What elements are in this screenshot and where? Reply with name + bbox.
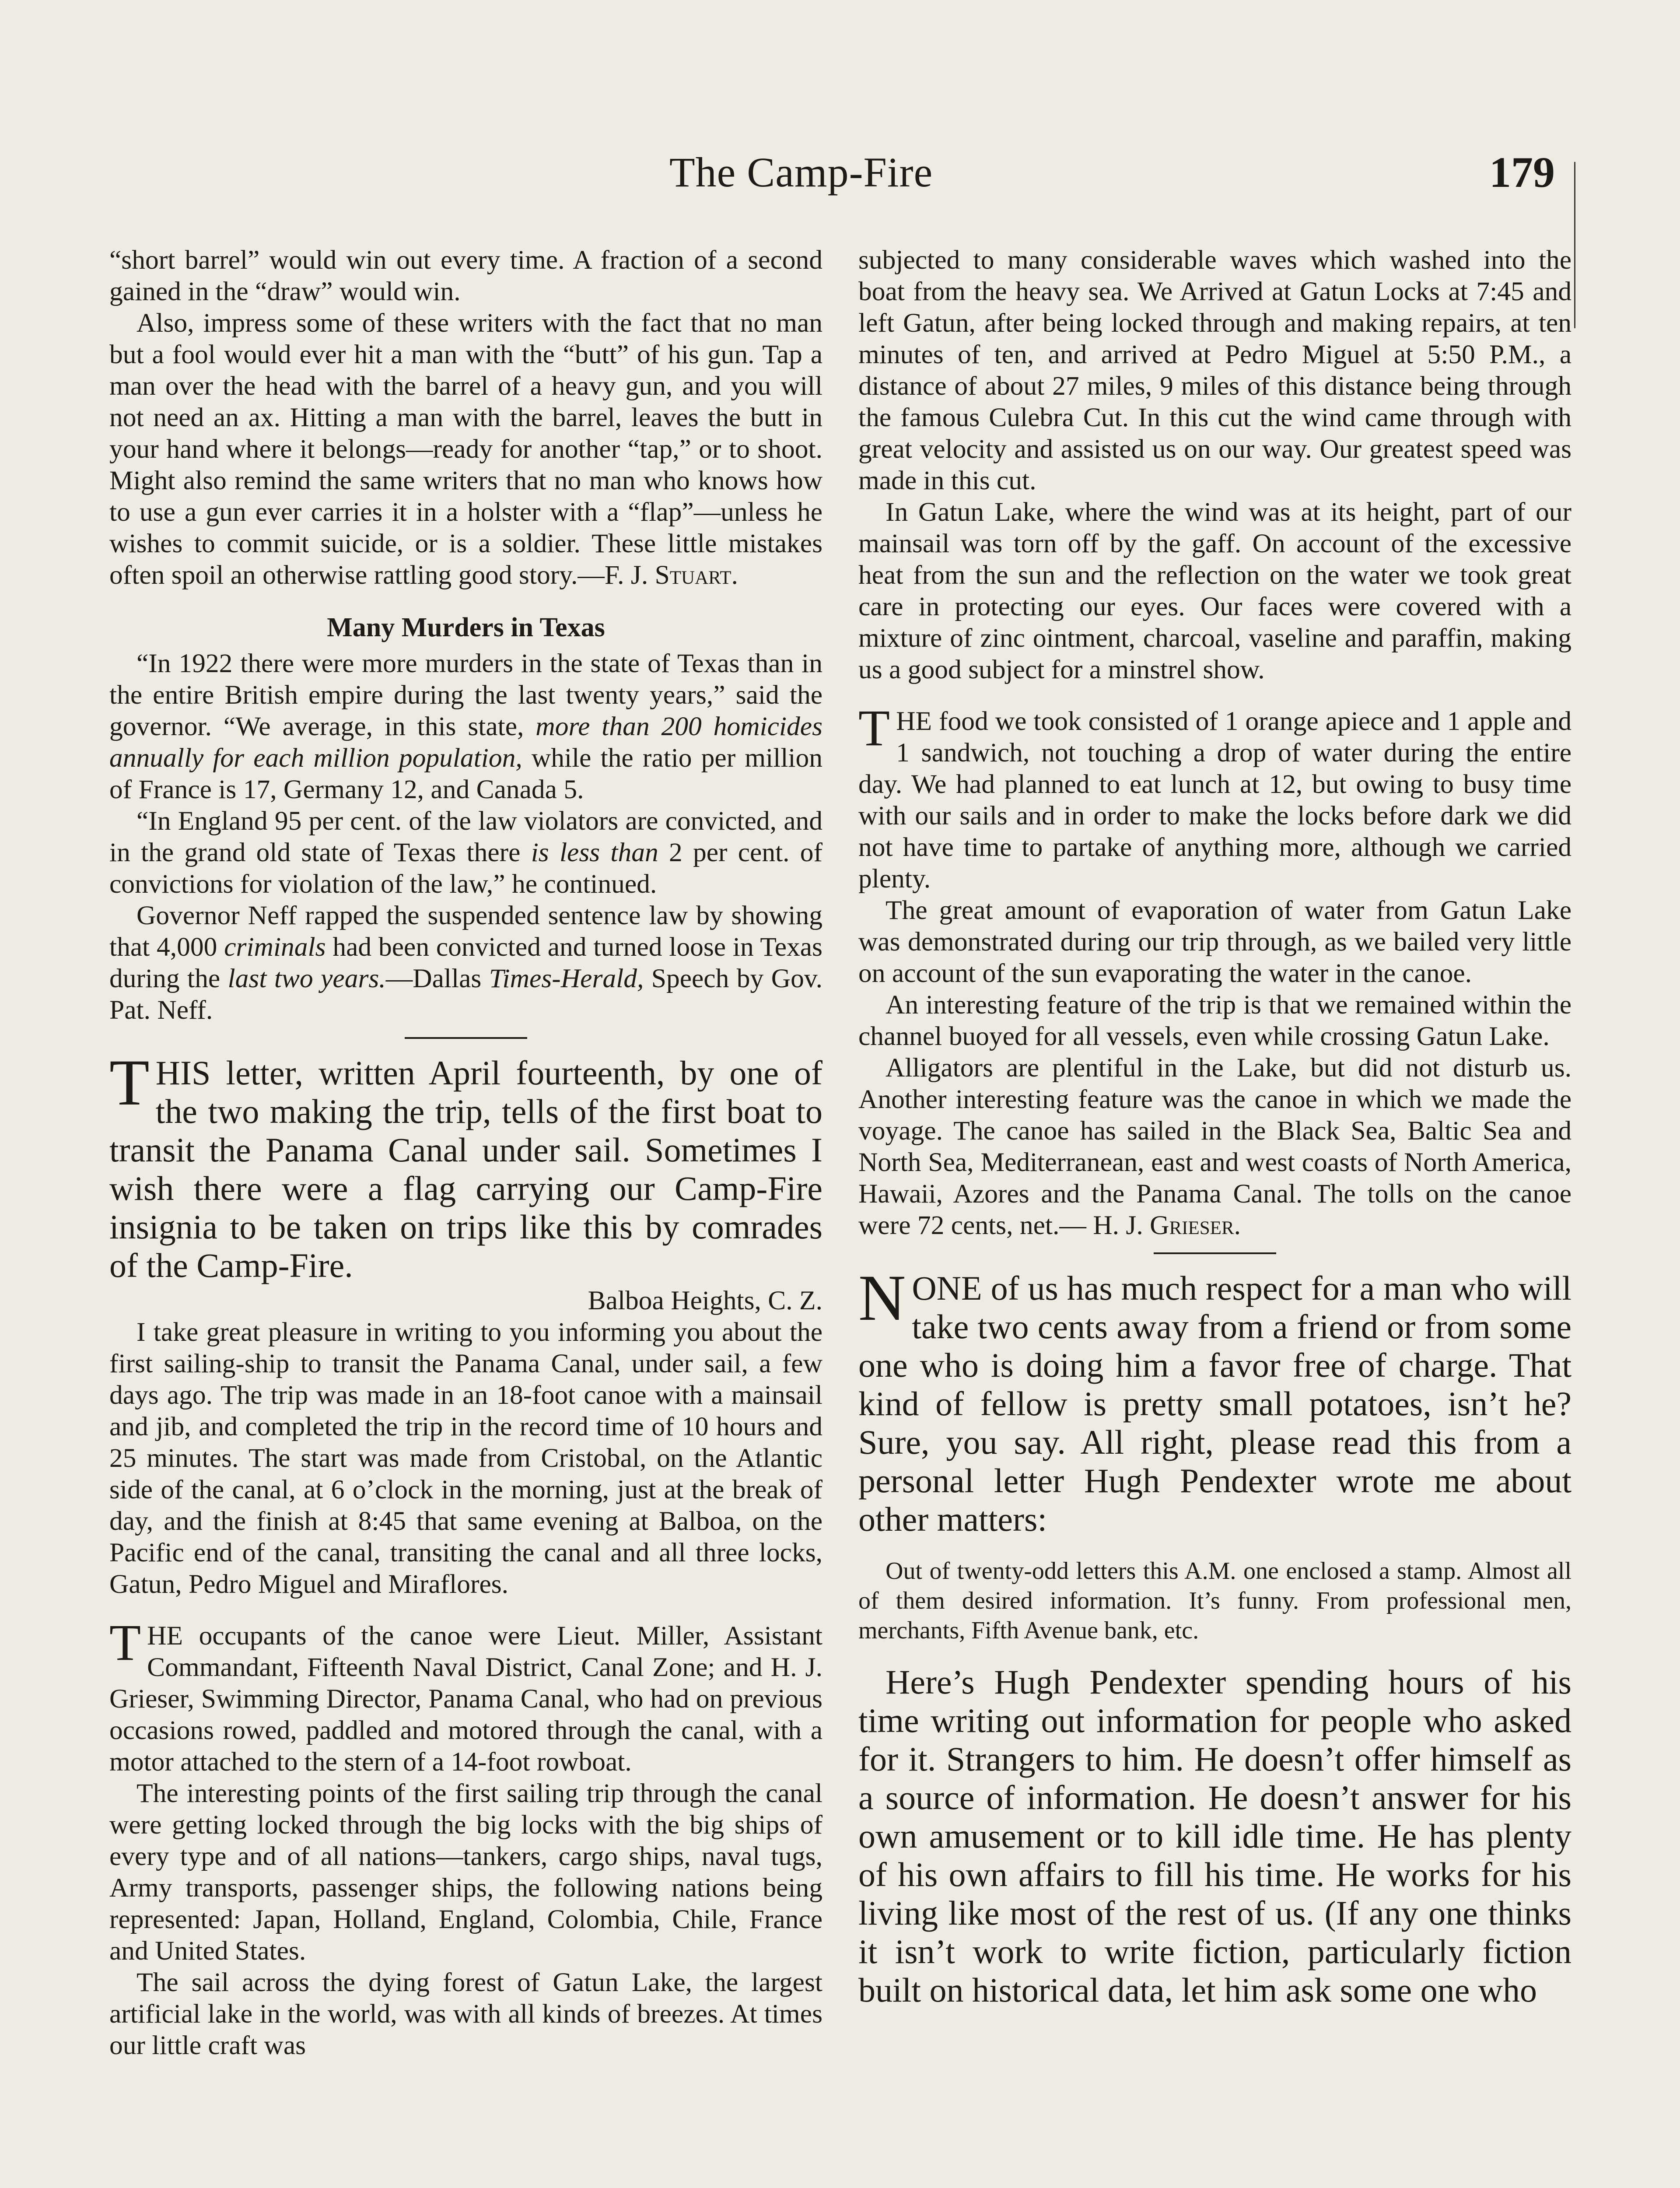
drop-cap: N (858, 1262, 906, 1334)
divider-rule (405, 1037, 527, 1039)
paragraph: THE occupants of the canoe were Lieut. Miller, Assistant Commandant, Fifteenth Naval District, Canal Zone; and H. J. Grieser, Swimming Director, Panama Canal, who had on previous occasions rowed, paddled and motored through the canal, with a motor attached to the stern of a 14-foot rowboat. (109, 1614, 822, 1777)
paragraph: The interesting points of the first sailing trip through the canal were getting locked through the big locks with the big ships of every type and of all nations—tankers, cargo ships, naval tugs, Army transports, passenger ships, the following nations being represented: Japan, Holland, England, Colombia, Chile, France and United States. (109, 1778, 822, 1966)
drop-cap: T (858, 699, 890, 757)
paragraph: An interesting feature of the trip is that we remained within the channel buoyed for all vessels, even while crossing Gatun Lake. (858, 990, 1572, 1051)
editor-commentary-continued (858, 1663, 1572, 2009)
page-edge-line (1574, 162, 1575, 328)
paragraph: “In 1922 there were more murders in the state of Texas than in the entire British empire during the last twenty years,” said the governor. “We average, in this state, more than 200 homicides annually for each million population, while the ratio per million of France is 17, Germany 12, and Canada 5. (109, 649, 822, 804)
paragraph: In Gatun Lake, where the wind was at its height, part of our mainsail was torn off by the gaff. On account of the excessive heat from the sun and the reflection on the water we took great care in protecting our eyes. Our faces were covered with a mixture of zinc ointment, charcoal, vaseline and paraffin, making us a good subject for a minstrel show. (858, 497, 1572, 684)
paragraph: The sail across the dying forest of Gatun Lake, the largest artificial lake in the world, was with all kinds of breezes. At times our little craft was (109, 1967, 822, 2060)
paragraph: “short barrel” would win out every time. A fraction of a second gained in the “draw” would win. (109, 245, 822, 306)
paragraph: subjected to many considerable waves which washed into the boat from the heavy sea. We Arrived at Gatun Locks at 7:45 and left Gatun, after being locked through and making repairs, at ten minutes of ten, and arrived at Pedro Miguel at 5:50 P.M., a distance of about 27 miles, 9 miles of this distance being through the famous Culebra Cut. In this cut the wind came through with great velocity and assisted us on our way. Our greatest speed was made in this cut. (858, 245, 1572, 495)
page-number: 179 (1489, 148, 1555, 196)
paragraph: Alligators are plentiful in the Lake, but did not disturb us. Another interesting feature was the canoe in which we made the voyage. The canoe has sailed in the Black Sea, Baltic Sea and North Sea, Mediterranean, east and west coasts of North America, Hawaii, Azores and the Panama Canal. The tolls on the canoe were 72 cents, net.— H. J. Grieser. (858, 1053, 1572, 1240)
drop-cap: T (109, 1046, 150, 1119)
paragraph: Also, impress some of these writers with the fact that no man but a fool would ever hit a man with the “butt” of his gun. Tap a man over the head with the barrel of a heavy gun, and you will not need an ax. Hitting a man with the barrel, leaves the butt in your hand where it belongs—ready for another “tap,” or to shoot. Might also remind the same writers that no man who knows how to use a gun ever carries it in a holster with a “flap”—unless he wishes to commit suicide, or is a soldier. These little mistakes often spoil an otherwise rattling good story.—F. J. Stuart. (109, 308, 822, 590)
paragraph: Governor Neff rapped the suspended sentence law by showing that 4,000 criminals had been convicted and turned loose in Texas during the last two years.—Dallas Times-Herald, Speech by Gov. Pat. Neff. (109, 901, 822, 1025)
dateline: Balboa Heights, C. Z. (588, 1286, 822, 1315)
running-title: The Camp-Fire (669, 149, 933, 196)
editor-intro (109, 1046, 822, 1285)
paragraph: NONE of us has much respect for a man who will take two cents away from a friend or from some one who is doing him a favor free of charge. That kind of fellow is pretty small potatoes, isn’t he? Sure, you say. All right, please read this from a personal letter Hugh Pendexter wrote me about other matters: (858, 1262, 1572, 1538)
paragraph: The great amount of evaporation of water from Gatun Lake was demonstrated during our trip through, as we bailed very little on account of the sun evaporating the water in the canoe. (858, 895, 1572, 988)
paragraph: THIS letter, written April fourteenth, by one of the two making the trip, tells of the first boat to transit the Panama Canal under sail. Sometimes I wish there were a flag carrying our Camp-Fire insignia to be taken on trips like this by comrades of the Camp-Fire. (109, 1046, 822, 1284)
paragraph: I take great pleasure in writing to you informing you about the first sailing-ship to transit the Panama Canal, under sail, a few days ago. The trip was made in an 18-foot canoe with a mainsail and jib, and completed the trip in the record time of 10 hours and 25 minutes. The start was made from Cristobal, on the Atlantic side of the canal, at 6 o’clock in the morning, just at the break of day, and the finish at 8:45 that same evening at Balboa, on the Pacific end of the canal, transiting the canal and all three locks, Gatun, Pedro Miguel and Miraflores. (109, 1317, 822, 1599)
left-column (109, 244, 822, 2061)
paragraph: THE food we took consisted of 1 orange apiece and 1 apple and 1 sandwich, not touching a drop of water during the entire day. We had planned to eat lunch at 12, but owing to busy time with our sails and in order to make the locks before dark we did not have time to partake of anything more, although we carried plenty. (858, 699, 1572, 894)
section-heading: Many Murders in Texas (327, 613, 605, 642)
signature: H. J. Grieser. (1093, 1210, 1241, 1240)
block-quote (858, 1556, 1572, 1645)
drop-cap: T (109, 1614, 141, 1671)
right-column (858, 244, 1572, 2009)
divider-rule (1154, 1252, 1276, 1254)
editor-commentary (858, 1262, 1572, 1539)
paragraph: Here’s Hugh Pendexter spending hours of his time writing out information for people who asked for it. Strangers to him. He doesn’t offer himself as a source of information. He doesn’t answer for his own amusement or to kill idle time. He has plenty of his own affairs to fill his time. He works for his living like most of the rest of us. (If any one thinks it isn’t work to write fiction, particularly fiction built on historical data, let him ask some one who (858, 1663, 1572, 2009)
signature: F. J. Stuart. (604, 560, 738, 590)
paragraph: Out of twenty-odd letters this A.M. one enclosed a stamp. Almost all of them desired information. It’s funny. From professional men, merchants, Fifth Avenue bank, etc. (858, 1557, 1572, 1644)
paragraph: “In England 95 per cent. of the law violators are convicted, and in the grand old state of Texas there is less than 2 per cent. of convictions for violation of the law,” he continued. (109, 806, 823, 899)
